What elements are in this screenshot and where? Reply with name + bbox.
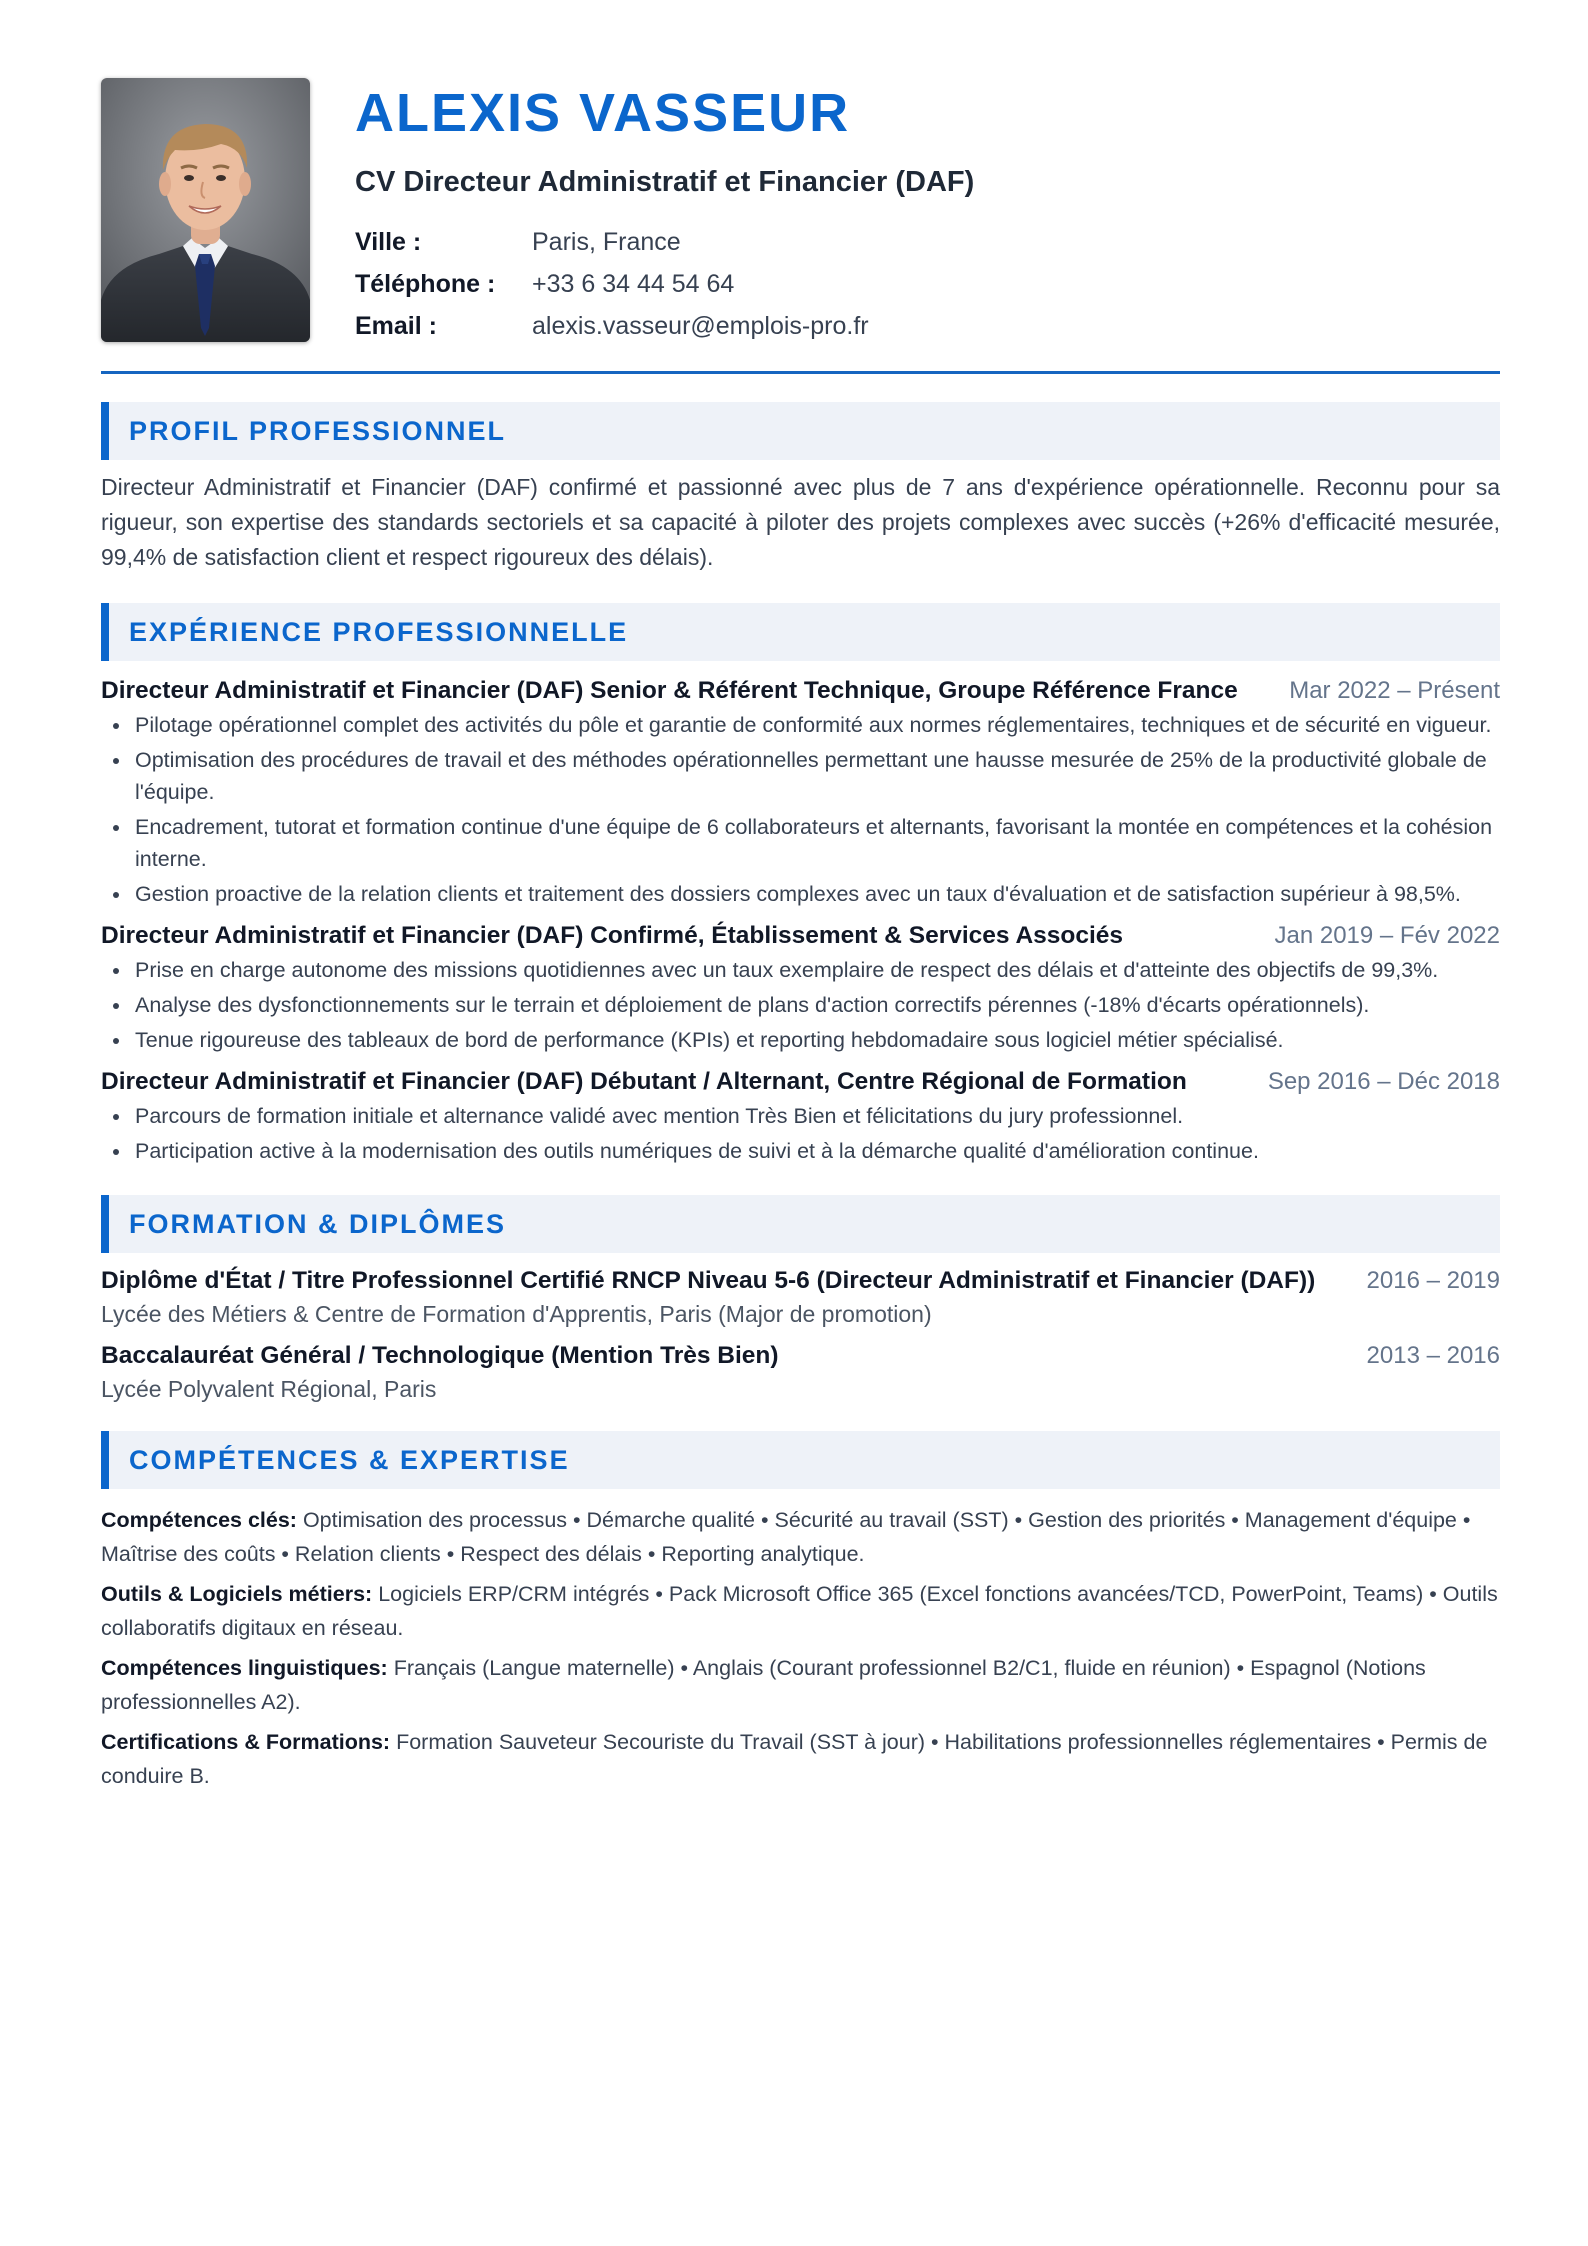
skill-line [101, 1577, 1500, 1645]
job-title: Directeur Administratif et Financier (DAF) Senior & Référent Technique, Groupe Référence France [101, 677, 1238, 704]
skill-text: Formation Sauveteur Secouriste du Travail (SST à jour) • Habilitations professionnelles réglementaires • Permis de conduire B. [101, 1730, 1488, 1788]
experience-section [101, 603, 1500, 1167]
section-title: COMPÉTENCES & EXPERTISE [129, 1444, 570, 1475]
section-header [101, 603, 1500, 661]
skill-line [101, 1725, 1500, 1793]
job-entry [101, 922, 1500, 1056]
contact-label: Email : [355, 312, 437, 340]
skill-line [101, 1651, 1500, 1719]
skill-label: Compétences linguistiques: [101, 1656, 388, 1680]
education-entry [101, 1342, 1500, 1403]
list-item: Parcours de formation initiale et alternance validé avec mention Très Bien et félicitations du jury professionnel. [101, 1100, 1500, 1132]
job-header [101, 677, 1500, 705]
contact-label: Téléphone : [355, 270, 496, 298]
degree-date: 2016 – 2019 [1366, 1267, 1500, 1294]
portrait-image [101, 78, 310, 342]
job-date: Mar 2022 – Présent [1289, 677, 1500, 704]
section-header [101, 402, 1500, 460]
skill-text: Optimisation des processus • Démarche qualité • Sécurité au travail (SST) • Gestion des priorités • Management d'équipe • Maîtrise des coûts • Relation clients • Respect des délais • Reporting analytique. [101, 1508, 1471, 1566]
education-entry [101, 1267, 1500, 1328]
contact-label: Ville : [355, 228, 422, 256]
job-date: Jan 2019 – Fév 2022 [1274, 922, 1500, 949]
list-item: Tenue rigoureuse des tableaux de bord de performance (KPIs) et reporting hebdomadaire sous logiciel métier spécialisé. [101, 1024, 1500, 1056]
job-date: Sep 2016 – Déc 2018 [1267, 1068, 1500, 1095]
list-item: Pilotage opérationnel complet des activités du pôle et garantie de conformité aux normes réglementaires, techniques et de sécurité en vigueur. [101, 709, 1500, 741]
degree-date: 2013 – 2016 [1366, 1342, 1500, 1369]
contact-value[interactable]: +33 6 34 44 54 64 [532, 270, 735, 298]
job-entry [101, 1068, 1500, 1167]
skill-label: Certifications & Formations: [101, 1730, 391, 1754]
profile-photo [101, 78, 310, 342]
degree-title: Baccalauréat Général / Technologique (Mention Très Bien) [101, 1342, 779, 1369]
profile-text: Directeur Administratif et Financier (DAF) confirmé et passionné avec plus de 7 ans d'expérience opérationnelle. Reconnu pour sa rigueur, son expertise des standards sectoriels et sa capacité à piloter des projets complexes avec succès (+26% d'efficacité mesurée, 99,4% de satisfaction client et respect rigoureux des délais). [101, 474, 1500, 570]
list-item: Encadrement, tutorat et formation continue d'une équipe de 6 collaborateurs et alternants, favorisant la montée en compétences et la cohésion interne. [101, 811, 1500, 875]
skill-line [101, 1503, 1500, 1571]
job-header [101, 922, 1500, 950]
contact-phone [355, 263, 974, 305]
school-name: Lycée des Métiers & Centre de Formation d'Apprentis, Paris (Major de promotion) [101, 1301, 932, 1327]
list-item: Prise en charge autonome des missions quotidiennes avec un taux exemplaire de respect des délais et d'atteinte des objectifs de 99,3%. [101, 954, 1500, 986]
job-title: Directeur Administratif et Financier (DAF) Débutant / Alternant, Centre Régional de Formation [101, 1068, 1187, 1095]
list-item: Optimisation des procédures de travail et des méthodes opérationnelles permettant une hausse mesurée de 25% de la productivité globale de l'équipe. [101, 744, 1500, 808]
list-item: Analyse des dysfonctionnements sur le terrain et déploiement de plans d'action correctifs pérennes (-18% d'écarts opérationnels). [101, 989, 1500, 1021]
skills-section [101, 1431, 1500, 1793]
skill-text: Français (Langue maternelle) • Anglais (Courant professionnel B2/C1, fluide en réunion) • Espagnol (Notions professionnelles A2). [101, 1656, 1426, 1714]
job-bullets [101, 709, 1500, 910]
section-header [101, 1195, 1500, 1253]
section-title: EXPÉRIENCE PROFESSIONNELLE [129, 616, 629, 647]
job-title: Directeur Administratif et Financier (DAF) Confirmé, Établissement & Services Associés [101, 922, 1124, 949]
skill-text: Logiciels ERP/CRM intégrés • Pack Microsoft Office 365 (Excel fonctions avancées/TCD, PowerPoint, Teams) • Outils collaboratifs digitaux en réseau. [101, 1582, 1498, 1640]
degree-title: Diplôme d'État / Titre Professionnel Certifié RNCP Niveau 5-6 (Directeur Administratif et Financier (DAF)) [101, 1267, 1316, 1294]
education-header [101, 1267, 1500, 1295]
contact-value[interactable]: alexis.vasseur@emplois-pro.fr [532, 312, 869, 340]
contact-city [355, 221, 974, 263]
job-subtitle: CV Directeur Administratif et Financier (DAF) [355, 166, 975, 198]
list-item: Gestion proactive de la relation clients et traitement des dossiers complexes avec un taux d'évaluation et de satisfaction supérieur à 98,5%. [101, 878, 1500, 910]
skill-label: Outils & Logiciels métiers: [101, 1582, 373, 1606]
job-bullets [101, 1100, 1500, 1167]
school-name: Lycée Polyvalent Régional, Paris [101, 1376, 437, 1402]
contact-list [355, 221, 974, 347]
education-section [101, 1195, 1500, 1403]
section-title: PROFIL PROFESSIONNEL [129, 415, 507, 446]
resume-header [101, 78, 1500, 374]
header-info [355, 78, 974, 347]
education-header [101, 1342, 1500, 1370]
profile-section [101, 402, 1500, 575]
job-bullets [101, 954, 1500, 1056]
job-entry [101, 677, 1500, 910]
contact-value: Paris, France [532, 228, 681, 256]
job-list [101, 677, 1500, 1167]
contact-email [355, 305, 974, 347]
skill-label: Compétences clés: [101, 1508, 297, 1532]
list-item: Participation active à la modernisation des outils numériques de suivi et à la démarche qualité d'amélioration continue. [101, 1135, 1500, 1167]
candidate-name: ALEXIS VASSEUR [355, 83, 851, 143]
section-header [101, 1431, 1500, 1489]
section-title: FORMATION & DIPLÔMES [129, 1208, 506, 1239]
job-header [101, 1068, 1500, 1096]
